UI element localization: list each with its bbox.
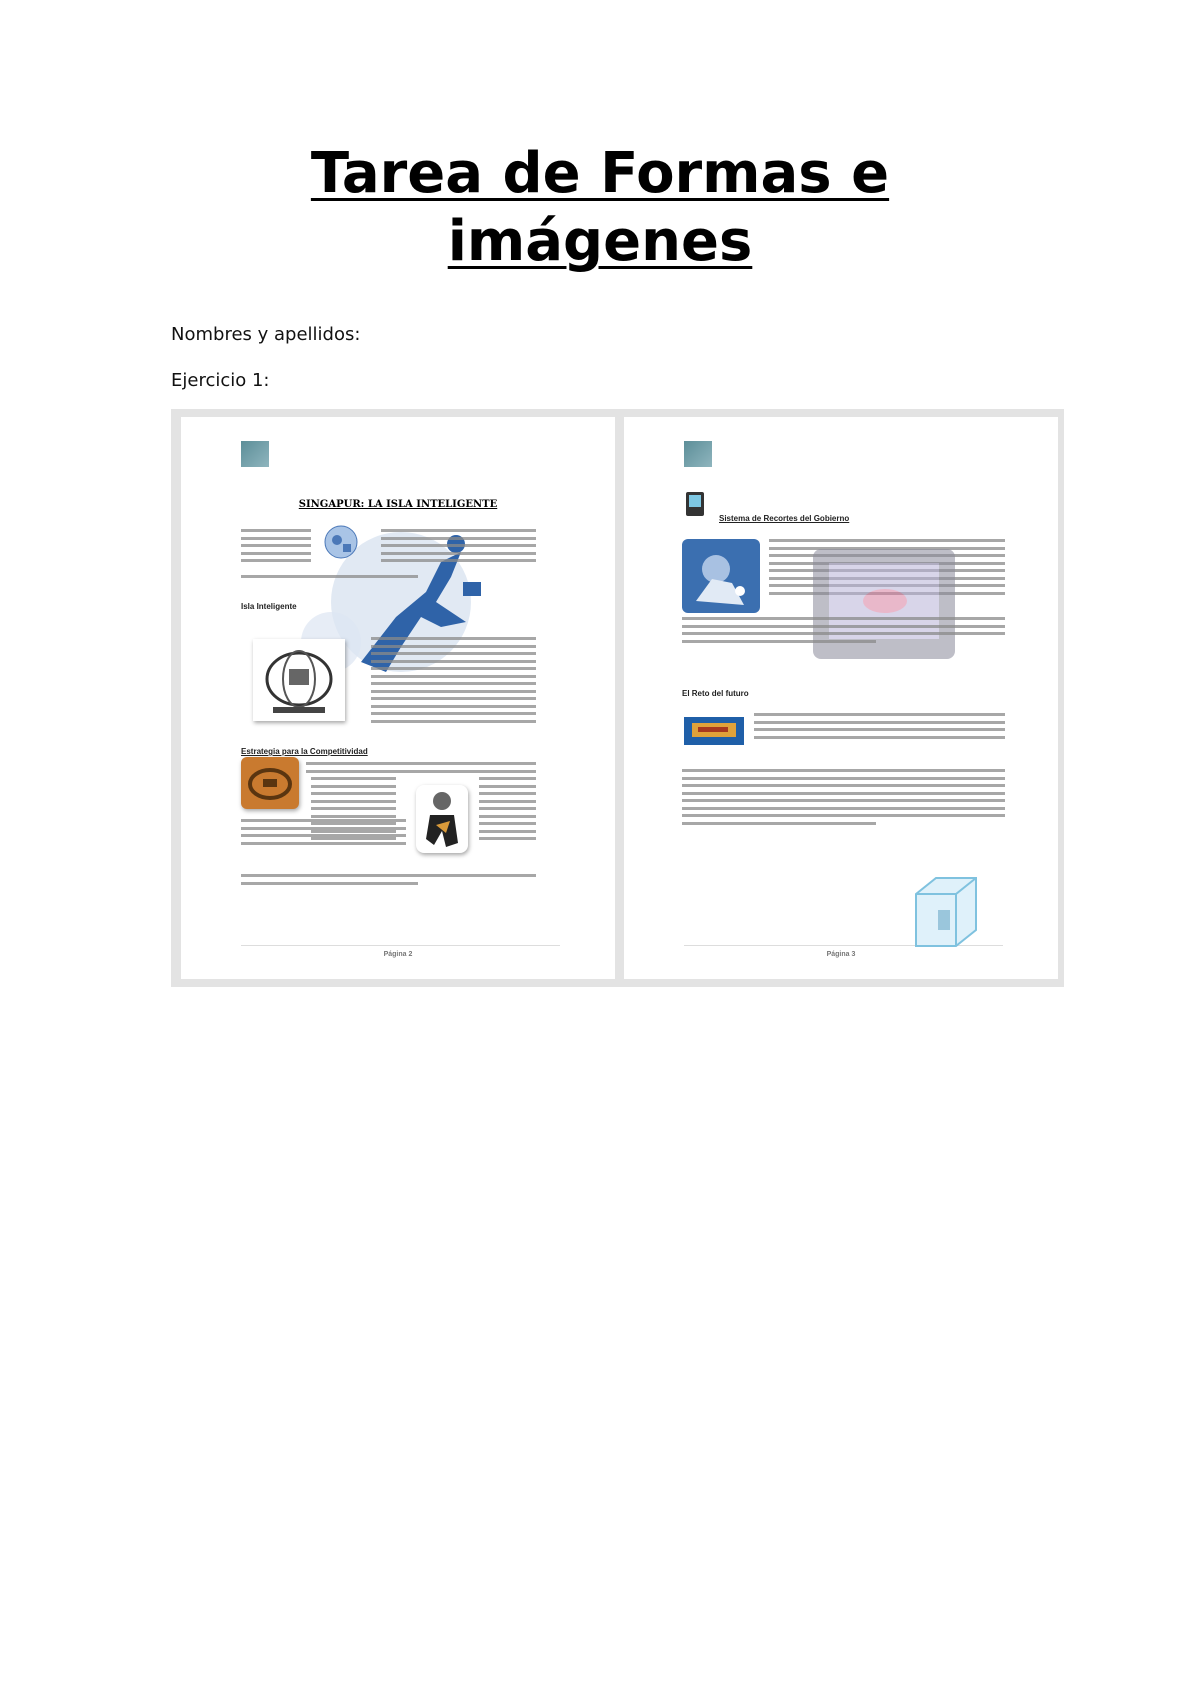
circuit-board-image — [682, 709, 746, 751]
paragraph-3c — [479, 777, 536, 845]
page-3-section-2: El Reto del futuro — [682, 689, 749, 698]
page-3 — [624, 417, 1058, 979]
paragraph-3e — [241, 874, 536, 889]
document-title-line-1: Tarea de Formas e — [310, 141, 890, 206]
page-2 — [181, 417, 615, 979]
names-label: Nombres y apellidos: — [171, 324, 361, 345]
page-2-heading: SINGAPUR: LA ISLA INTELIGENTE — [298, 499, 498, 510]
page-3-section-1: Sistema de Recortes del Gobierno — [719, 514, 850, 523]
page-2-footer: Página 2 — [383, 951, 413, 958]
steering-wheel-image — [241, 757, 299, 809]
header-logo — [241, 441, 269, 467]
document-title-line-2: imágenes — [447, 209, 753, 274]
paragraph-2 — [371, 637, 536, 727]
welder-image — [682, 539, 760, 613]
glass-cube-image — [906, 872, 982, 952]
paragraph-r2 — [682, 617, 1005, 647]
page-3-footer: Página 3 — [826, 951, 856, 958]
page-2-section-2: Estrategia para la Competitividad — [241, 747, 368, 756]
robot-icon — [321, 520, 361, 565]
document-title — [0, 140, 1200, 276]
document-pages-screenshot — [171, 409, 1064, 987]
paragraph-3a — [306, 762, 536, 777]
gyroscope-image — [253, 639, 345, 721]
footer-rule — [241, 945, 560, 946]
paragraph-r3b — [682, 769, 1005, 829]
header-logo — [684, 441, 712, 467]
paragraph-1b — [381, 529, 536, 567]
pda-icon — [682, 489, 710, 521]
page-2-section-1: Isla Inteligente — [241, 602, 297, 611]
exercise-label: Ejercicio 1: — [171, 370, 270, 391]
running-person-image — [416, 785, 468, 853]
computer-monitor-image — [809, 545, 959, 670]
paragraph-1a — [241, 529, 311, 567]
paragraph-r3a — [754, 713, 1005, 743]
paragraph-1c — [241, 575, 536, 583]
paragraph-3d — [241, 819, 406, 849]
